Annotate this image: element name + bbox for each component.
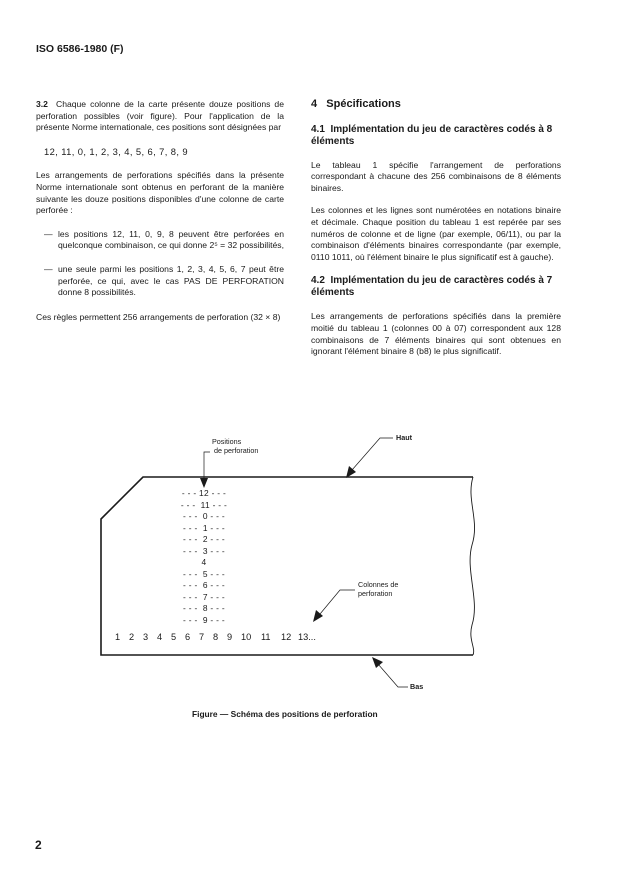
section-4-1-para-1: Le tableau 1 spécifie l'arrangement de perforations correspondant à chacune des 256 combinaisons de 8 éléments binaires. bbox=[311, 159, 561, 193]
column-number: 3 bbox=[143, 632, 149, 642]
bas-leader-line bbox=[378, 664, 408, 687]
column-number: 1 bbox=[115, 632, 121, 642]
column-number: 7 bbox=[199, 632, 205, 642]
row-position: - - - 3 - - - bbox=[183, 545, 225, 556]
bas-arrowhead bbox=[372, 657, 383, 668]
colonnes-label-line-1: Colonnes de bbox=[358, 580, 399, 589]
positions-arrowhead bbox=[200, 478, 208, 488]
section-4-1-title: Implémentation du jeu de caractères codés à 8 éléments bbox=[311, 123, 553, 147]
row-position: - - - 7 - - - bbox=[183, 591, 225, 602]
card-break-line bbox=[470, 477, 474, 655]
row-position: - - - 9 - - - bbox=[183, 614, 225, 625]
positions-label-line-1: Positions bbox=[212, 437, 242, 446]
column-number: 13... bbox=[298, 632, 316, 642]
column-number: 10 bbox=[241, 632, 252, 642]
colonnes-label-line-2: perforation bbox=[358, 589, 393, 598]
punch-card-outline bbox=[101, 477, 473, 655]
colonnes-label bbox=[358, 580, 398, 598]
row-position: - - - 2 - - - bbox=[183, 534, 225, 544]
row-position: - - - 6 - - - bbox=[183, 580, 225, 590]
section-4-2-title: Implémentation du jeu de caractères codés à 7 éléments bbox=[311, 275, 553, 299]
column-number: 12 bbox=[281, 632, 292, 642]
haut-label: Haut bbox=[396, 433, 412, 442]
section-3-2-text: Chaque colonne de la carte présente douze positions de perforation possibles (voir figure). Pour l'application de la présente Norme internationale, ces positions sont désignées par bbox=[36, 99, 284, 133]
bullet-1-text: les positions 12, 11, 0, 9, 8 peuvent être perforées en quelconque combinaison, ce qui donne 2⁵ = 32 possibilités, bbox=[58, 228, 284, 251]
section-4-1-para-2: Les colonnes et les lignes sont numérotées en notations binaire et décimale. Chaque position du tableau 1 est repérée par ses numéros de colonne et de ligne (par exemple, 06/11), ou par la combinaison d'éléments binaires correspondante (par exemple, 0110 1011, où l'élément binaire le plus significatif est à gauche). bbox=[311, 205, 561, 262]
row-positions bbox=[176, 488, 232, 626]
section-4-number: 4 bbox=[311, 98, 318, 110]
standard-id: ISO 6586-1980 (F) bbox=[36, 43, 124, 55]
section-3-2-number: 3.2 bbox=[36, 99, 48, 109]
row-position: - - - 8 - - - bbox=[183, 603, 225, 613]
column-number: 2 bbox=[129, 632, 135, 642]
column-number: 11 bbox=[261, 632, 271, 642]
column-number: 6 bbox=[185, 632, 191, 642]
row-position: - - - 1 - - - bbox=[183, 522, 225, 533]
row-position: - - - 12 - - - bbox=[181, 488, 227, 498]
section-4-1-number: 4.1 bbox=[311, 123, 325, 135]
page-number: 2 bbox=[35, 838, 42, 852]
row-position: - - - 5 - - - bbox=[183, 568, 225, 579]
row-position: 4 bbox=[201, 557, 207, 567]
bullet-2-text: une seule parmi les positions 1, 2, 3, 4, 5, 6, 7 peut être perforée, ce qui, avec le cas PAS DE PERFORATION donne 8 possibilités. bbox=[58, 263, 284, 298]
bas-label: Bas bbox=[410, 682, 424, 691]
arrangements-para: Les arrangements de perforations spécifiés dans la présente Norme internationale sont obtenus en perforant de la manière suivante les douze positions disponibles d'une colonne de carte perforée : bbox=[36, 170, 284, 216]
column-number: 8 bbox=[213, 632, 219, 642]
section-4-2-number: 4.2 bbox=[311, 275, 325, 287]
row-position: - - - 0 - - - bbox=[183, 511, 225, 521]
section-4-title: Spécifications bbox=[326, 98, 401, 110]
colonnes-leader-line bbox=[320, 590, 355, 614]
positions-label-line-2: de perforation bbox=[214, 446, 259, 455]
bullet-dash: — bbox=[44, 263, 53, 274]
column-number: 4 bbox=[157, 632, 163, 642]
haut-leader-line bbox=[352, 438, 393, 470]
column-number: 9 bbox=[227, 632, 233, 642]
positions-label bbox=[212, 437, 258, 455]
section-4-2-para: Les arrangements de perforations spécifiés dans la première moitié du tableau 1 (colonnes 00 à 07) correspondent aux 128 combinaisons de 7 éléments binaires qui sont obtenues en ignorant l'élément binaire 8 (b8) le plus significatif. bbox=[311, 311, 561, 357]
column-number: 5 bbox=[171, 632, 177, 642]
positions-list: 12, 11, 0, 1, 2, 3, 4, 5, 6, 7, 8, 9 bbox=[44, 145, 189, 157]
rules-para: Ces règles permettent 256 arrangements de perforation (32 × 8) bbox=[36, 311, 281, 322]
row-position: - - - 11 - - - bbox=[180, 499, 228, 510]
column-numbers bbox=[115, 632, 328, 642]
figure-caption: Figure — Schéma des positions de perforation bbox=[192, 709, 378, 719]
bullet-dash: — bbox=[44, 228, 53, 239]
